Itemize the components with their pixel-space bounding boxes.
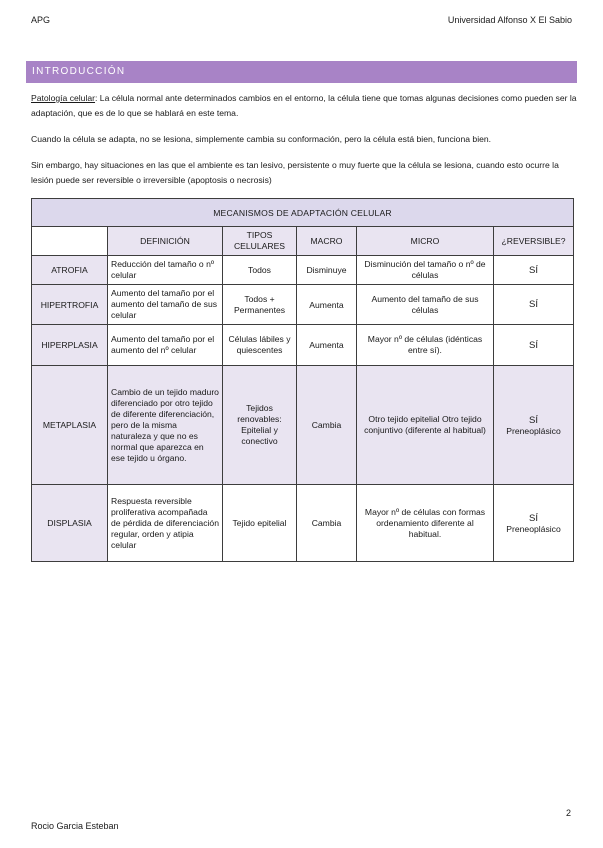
- cell-tipos: Todos + Permanentes: [223, 285, 297, 325]
- cell-tipos: Tejidos renovables: Epitelial y conectivo: [223, 366, 297, 485]
- table-title: MECANISMOS DE ADAPTACIÓN CELULAR: [32, 199, 574, 227]
- cell-micro: Mayor nº de células (idénticas entre sí).: [357, 325, 494, 366]
- header-definicion: DEFINICIÓN: [108, 227, 223, 256]
- reversible-value: SÍ: [529, 264, 538, 276]
- cell-reversible: [494, 256, 574, 285]
- footer-author: Rocio Garcia Esteban: [31, 821, 119, 831]
- cell-macro: Cambia: [297, 485, 357, 562]
- reversible-note: Preneoplásico: [506, 523, 561, 534]
- page-number: 2: [565, 808, 571, 818]
- reversible-note: Preneoplásico: [506, 425, 561, 436]
- table-title-row: [32, 199, 574, 227]
- cell-definicion: Aumento del tamaño por el aumento del tamaño de sus celular: [108, 285, 223, 325]
- cell-micro: Aumento del tamaño de sus células: [357, 285, 494, 325]
- table-row: [32, 256, 574, 285]
- cell-tipos: Tejido epitelial: [223, 485, 297, 562]
- cell-definicion: Aumento del tamaño por el aumento del nº celular: [108, 325, 223, 366]
- header-macro: MACRO: [297, 227, 357, 256]
- section-bar: [26, 61, 577, 83]
- cell-reversible: [494, 366, 574, 485]
- section-title: INTRODUCCIÓN: [32, 66, 126, 77]
- table-row: [32, 325, 574, 366]
- table-row: [32, 366, 574, 485]
- header-cell-empty: [32, 227, 108, 256]
- cell-definicion: Respuesta reversible proliferativa acompañada de pérdida de diferenciación regular, orden y atipia celular: [108, 485, 223, 562]
- reversible-value: SÍ: [529, 414, 538, 426]
- cell-micro: Disminución del tamaño o nº de células: [357, 256, 494, 285]
- paragraph-3: Sin embargo, hay situaciones en las que el ambiente es tan lesivo, persistente o muy fuerte que la célula se lesiona, cuando esto ocurre la lesión puede ser reversible o irreversible (apoptosis o necrosis): [31, 160, 559, 185]
- cell-definicion: Reducción del tamaño o nº celular: [108, 256, 223, 285]
- cell-macro: Cambia: [297, 366, 357, 485]
- cell-reversible: [494, 485, 574, 562]
- reversible-value: SÍ: [529, 339, 538, 351]
- header-micro: MICRO: [357, 227, 494, 256]
- row-name: METAPLASIA: [32, 366, 108, 485]
- paragraph-1: [31, 91, 577, 120]
- term-label: Patología celular: [31, 93, 96, 103]
- cell-reversible: [494, 325, 574, 366]
- table-row: [32, 285, 574, 325]
- cell-micro: Otro tejido epitelial Otro tejido conjuntivo (diferente al habitual): [357, 366, 494, 485]
- cell-macro: Aumenta: [297, 285, 357, 325]
- row-name: HIPERPLASIA: [32, 325, 108, 366]
- row-name: DISPLASIA: [32, 485, 108, 562]
- cell-definicion: Cambio de un tejido maduro diferenciado por otro tejido de diferente diferenciación, pero de la misma naturaleza y que no es normal que aparezca en ese tejido u órgano.: [108, 366, 223, 485]
- paragraph-2: Cuando la célula se adapta, no se lesiona, simplemente cambia su conformación, pero la célula está bien, funciona bien.: [31, 134, 492, 144]
- table-header-row: [32, 227, 574, 256]
- header-right: Universidad Alfonso X El Sabio: [447, 15, 572, 25]
- cell-macro: Aumenta: [297, 325, 357, 366]
- header-tipos-celulares: TIPOS CELULARES: [223, 227, 297, 256]
- cell-reversible: [494, 285, 574, 325]
- header-reversible: ¿REVERSIBLE?: [494, 227, 574, 256]
- row-name: ATROFIA: [32, 256, 108, 285]
- table-row: [32, 485, 574, 562]
- reversible-value: SÍ: [529, 299, 538, 310]
- cell-macro: Disminuye: [297, 256, 357, 285]
- cell-micro: Mayor nº de células con formas ordenamiento diferente al habitual.: [357, 485, 494, 562]
- reversible-value: SÍ: [529, 512, 538, 524]
- row-name: HIPERTROFIA: [32, 285, 108, 325]
- cell-tipos: Células lábiles y quiescentes: [223, 325, 297, 366]
- header-left: APG: [31, 15, 51, 25]
- paragraph-1-text: : La célula normal ante determinados cambios en el entorno, la célula tiene que tomas algunas decisiones como pueden ser la adaptación, que es de lo que se hablará en este tema.: [31, 93, 577, 118]
- cell-tipos: Todos: [223, 256, 297, 285]
- adaptation-table: [31, 198, 574, 562]
